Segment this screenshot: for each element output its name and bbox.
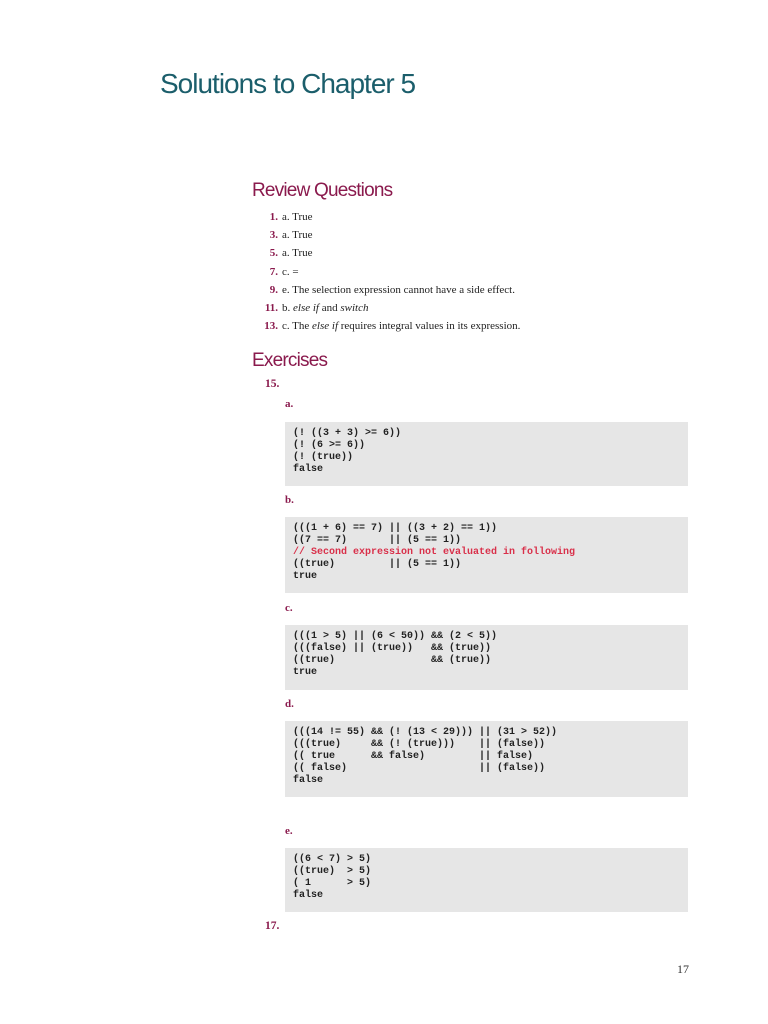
code-block-a (285, 422, 688, 486)
code-line: false (293, 775, 324, 786)
part-letter-a: a. (285, 398, 294, 410)
code-line: false (293, 890, 324, 901)
code-line: (! (true)) (293, 452, 354, 463)
list-item: 11. b. else if and switch (264, 301, 369, 314)
page-number: 17 (677, 962, 689, 976)
code-line: false (293, 464, 324, 475)
code-line: (((false) || (true)) && (true)) (293, 643, 492, 654)
code-line: true (293, 571, 318, 582)
code-line: true (293, 667, 318, 678)
list-item: 7. c. = (269, 265, 299, 278)
code-block-d (285, 721, 688, 797)
code-line: (( false) || (false)) (293, 763, 546, 774)
list-item: 5. a. True (269, 247, 313, 260)
code-line: (! ((3 + 3) >= 6)) (293, 428, 402, 439)
code-block-b (285, 517, 688, 593)
code-comment: // Second expression not evaluated in following (293, 547, 576, 558)
code-line: (((1 > 5) || (6 < 50)) && (2 < 5)) (293, 631, 498, 642)
code-line: (( true && false) || false) (293, 751, 534, 762)
part-letter-c: c. (285, 602, 293, 614)
exercises-heading: Exercises (252, 350, 328, 371)
code-line: ((7 == 7) || (5 == 1)) (293, 535, 462, 546)
part-letter-e: e. (285, 825, 293, 837)
code-line: (((true) && (! (true))) || (false)) (293, 739, 546, 750)
list-item: 13. c. The else if requires integral values in its expression. (264, 320, 521, 333)
list-item: 1. a. True (269, 211, 313, 223)
code-line: ((true) && (true)) (293, 655, 492, 666)
list-item: 3. a. True (269, 229, 313, 242)
code-line: ( 1 > 5) (293, 878, 372, 889)
code-line: ((true) || (5 == 1)) (293, 559, 462, 570)
code-line: ((true) > 5) (293, 866, 372, 877)
code-line: (((1 + 6) == 7) || ((3 + 2) == 1)) (293, 523, 498, 534)
code-line: (! (6 >= 6)) (293, 440, 366, 451)
code-block-e (285, 848, 688, 912)
code-block-c (285, 625, 688, 690)
code-line: ((6 < 7) > 5) (293, 854, 372, 865)
part-letter-d: d. (285, 698, 294, 710)
part-letter-b: b. (285, 494, 294, 506)
review-questions-list (248, 208, 708, 335)
review-questions-heading: Review Questions (252, 180, 393, 201)
chapter-title: Solutions to Chapter 5 (160, 68, 416, 99)
exercise-number-17: 17. (265, 920, 280, 932)
code-line: (((14 != 55) && (! (13 < 29))) || (31 > 52)) (293, 727, 558, 738)
exercise-number-15: 15. (265, 378, 280, 390)
list-item: 9. e. The selection expression cannot have a side effect. (269, 283, 515, 296)
